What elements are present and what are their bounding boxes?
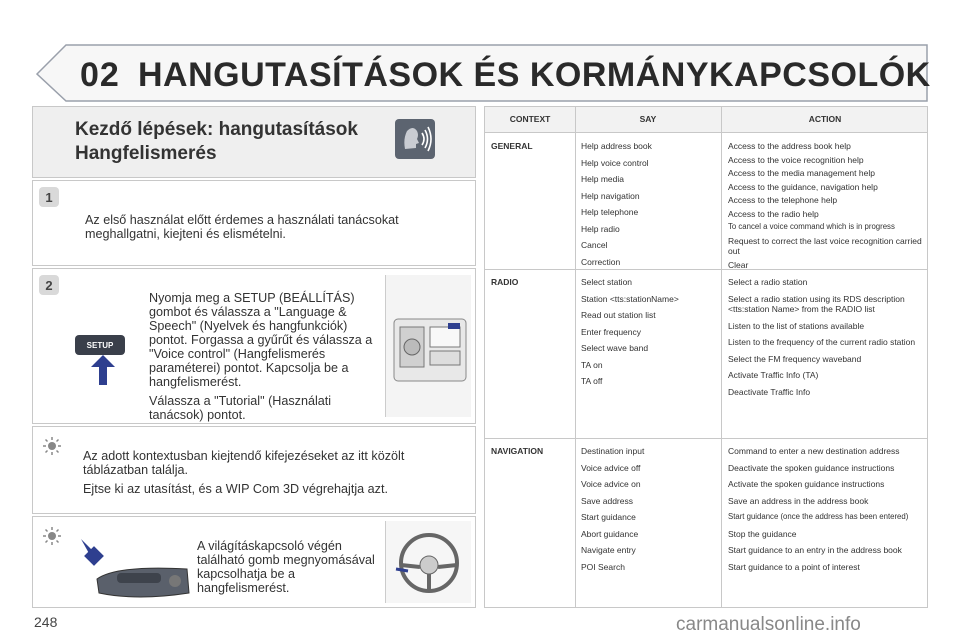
table-cell: Start guidance [581, 512, 636, 522]
table-cell: Select station [581, 277, 633, 287]
say-list-general [581, 141, 717, 273]
row-divider [485, 438, 927, 439]
table-cell: Start guidance (once the address has been entered) [728, 512, 909, 521]
table-cell: Read out station list [581, 310, 656, 320]
table-cell: Select the FM frequency waveband [728, 353, 862, 364]
step-1-panel [32, 180, 476, 266]
page-title: HANGUTASÍTÁSOK ÉS KORMÁNYKAPCSOLÓK [138, 56, 931, 94]
say-list-radio [581, 277, 717, 393]
table-cell: Access to the telephone help [728, 195, 838, 205]
table-cell: Start guidance to a point of interest [728, 561, 860, 572]
table-cell: Command to enter a new destination address [728, 446, 900, 456]
step-2-panel [32, 268, 476, 424]
table-cell: Correction [581, 256, 621, 267]
table-cell: Access to the media management help [728, 168, 875, 178]
table-cell: Cancel [581, 240, 608, 250]
table-header [485, 107, 927, 133]
table-cell: Help navigation [581, 190, 640, 201]
table-cell: Voice advice off [581, 462, 641, 473]
table-cell: Navigate entry [581, 545, 636, 555]
tip-2-text: A világításkapcsoló végén található gomb megnyomásával kapcsolhatja be a hangfelismerést. [197, 539, 375, 595]
table-cell: Activate the spoken guidance instructions [728, 479, 885, 489]
table-cell: Station <tts:stationName> [581, 293, 679, 304]
column-divider [575, 107, 576, 607]
table-cell: Deactivate Traffic Info [728, 386, 811, 397]
page-number: 248 [34, 614, 58, 630]
table-cell: Select a radio station [728, 277, 808, 287]
table-cell: Activate Traffic Info (TA) [728, 370, 819, 380]
header-context: CONTEXT [509, 114, 551, 124]
say-list-navigation [581, 446, 717, 578]
context-navigation: NAVIGATION [491, 446, 544, 456]
step-badge: 1 [39, 187, 59, 207]
table-cell: Select wave band [581, 343, 649, 353]
lighting-stalk-illustration [77, 535, 197, 603]
radio-unit-illustration [385, 275, 471, 417]
table-cell: Listen to the frequency of the current radio station [728, 337, 916, 347]
table-cell: Access to the voice recognition help [728, 154, 864, 165]
table-cell: Help radio [581, 223, 620, 234]
table-cell: TA off [581, 376, 603, 386]
setup-button: SETUP [75, 335, 125, 355]
table-cell: Voice advice on [581, 479, 641, 489]
table-cell: Start guidance to an entry in the address book [728, 545, 902, 555]
table-cell: Help telephone [581, 207, 639, 217]
sun-tip-icon [43, 527, 61, 545]
table-cell: Access to the guidance, navigation help [728, 181, 878, 192]
intro-title: Kezdő lépések: hangutasítások [75, 119, 358, 140]
column-divider [721, 107, 722, 607]
table-cell: Help address book [581, 141, 652, 151]
step-1-text: Az első használat előtt érdemes a használati tanácsokat meghallgatni, kiejteni és elismételni. [85, 213, 399, 241]
header-action: ACTION [808, 114, 842, 124]
table-cell: Enter frequency [581, 326, 642, 337]
table-cell: Select a radio station using its RDS description <tts:station Name> from the RADIO list [728, 293, 905, 314]
watermark: carmanualsonline.info [676, 614, 861, 635]
steering-wheel-illustration [385, 521, 471, 603]
table-cell: Help media [581, 174, 624, 184]
table-cell: Request to correct the last voice recognition carried out [728, 235, 922, 256]
intro-panel [32, 106, 476, 178]
table-cell: Abort guidance [581, 528, 639, 539]
header-say: SAY [639, 114, 657, 124]
table-cell: Save an address in the address book [728, 495, 869, 506]
tip-2-panel [32, 516, 476, 608]
chapter-number: 02 [80, 56, 120, 94]
table-cell: Deactivate the spoken guidance instructions [728, 462, 895, 473]
step-badge: 2 [39, 275, 59, 295]
tip-1-text: Az adott kontextusban kiejtendő kifejezéseket az itt közölt táblázatban találja. Ejtse ki az utasítást, és a WIP Com 3D végrehajtja azt. [83, 449, 405, 496]
tip-1-panel [32, 426, 476, 514]
table-cell: Access to the address book help [728, 141, 851, 151]
table-cell: Listen to the list of stations available [728, 320, 865, 331]
action-list-navigation [728, 446, 924, 575]
table-cell: Clear [728, 259, 749, 270]
step-2-text: Nyomja meg a SETUP (BEÁLLÍTÁS) gombot és válassza a "Language & Speech" (Nyelvek és hangfunkciók) pontot. Forgassa a gyűrűt és válassza a "Voice control" (Hangfelismerés paraméterei) pontot. Kapcsolja be a hangfelismerést. Válassza a "Tutorial" (Használati tanácsok) pontot. [149, 291, 373, 422]
table-cell: TA on [581, 359, 603, 370]
table-cell: Destination input [581, 446, 645, 456]
table-cell: Save address [581, 495, 633, 506]
table-cell: Help voice control [581, 157, 649, 168]
action-list-general [728, 141, 924, 273]
voice-recognition-icon [395, 119, 435, 159]
sun-tip-icon [43, 437, 61, 455]
table-cell: POI Search [581, 561, 625, 572]
table-cell: Access to the radio help [728, 208, 819, 219]
context-general: GENERAL [491, 141, 533, 151]
intro-subtitle: Hangfelismerés [75, 143, 217, 164]
table-cell: Stop the guidance [728, 528, 797, 539]
context-radio: RADIO [491, 277, 519, 287]
arrow-up-icon [91, 355, 115, 385]
voice-commands-table [484, 106, 928, 608]
table-cell: To cancel a voice command which is in progress [728, 222, 895, 231]
action-list-radio [728, 277, 924, 400]
